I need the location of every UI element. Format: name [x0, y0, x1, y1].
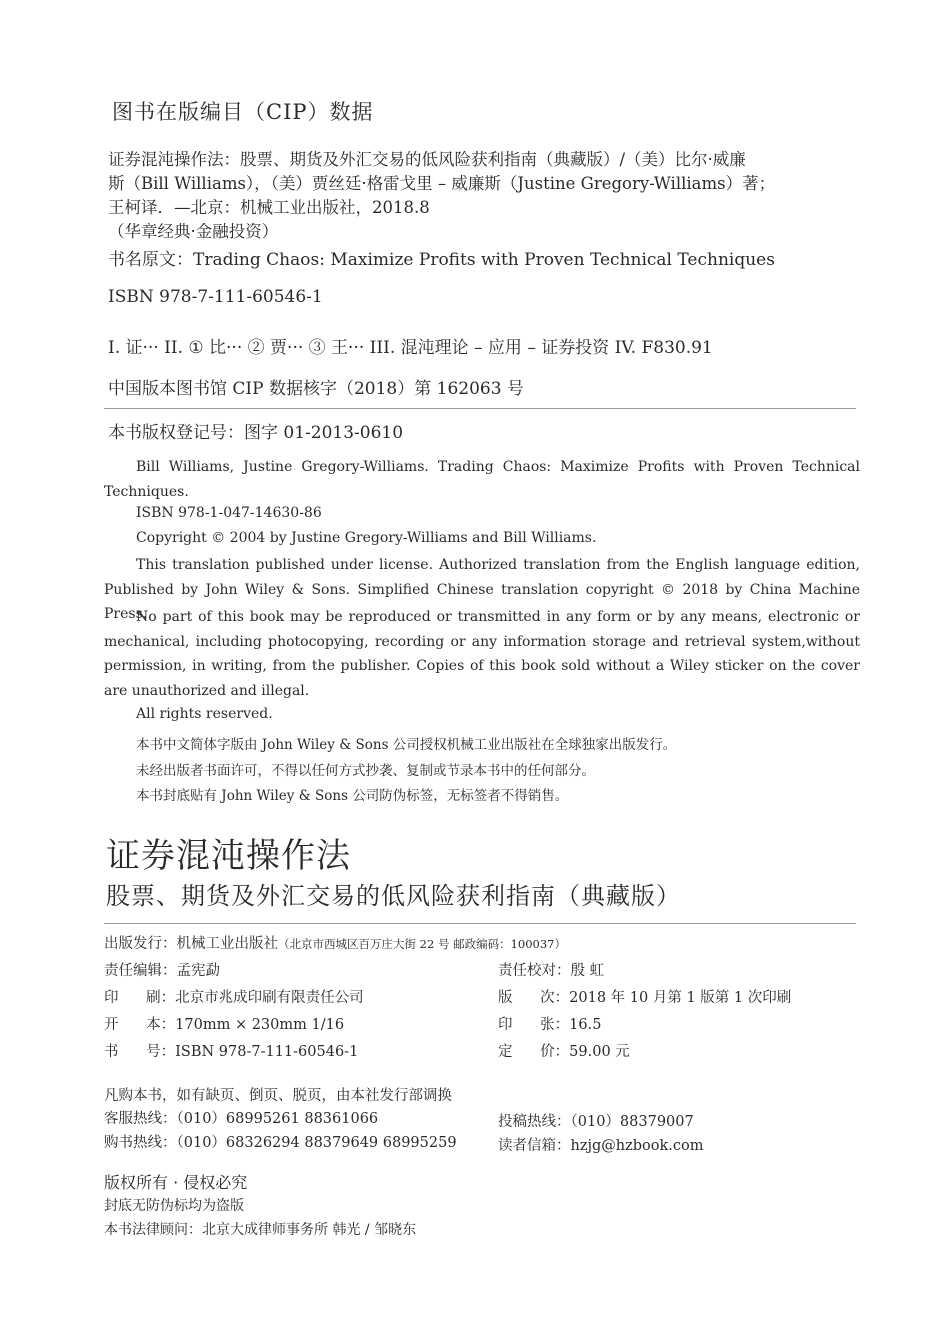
license-note-2: 未经出版者书面许可，不得以任何方式抄袭、复制或节录本书中的任何部分。: [136, 763, 595, 779]
license-note-1: 本书中文简体字版由 John Wiley & Sons 公司授权机械工业出版社在全球独家出版发行。: [136, 737, 677, 753]
responsible-editor: 责任编辑：孟宪勐: [104, 963, 220, 979]
edition-value: 2018 年 10 月第 1 版第 1 次印刷: [569, 990, 792, 1006]
proofreader: 责任校对：殷 虹: [498, 963, 605, 979]
printer-line: [104, 986, 364, 1007]
cip-isbn: ISBN 978-7-111-60546-1: [108, 287, 323, 307]
divider-2: [104, 923, 856, 924]
divider-1: [104, 408, 856, 409]
cip-original-title: 书名原文：Trading Chaos: Maximize Profits with Proven Technical Techniques: [108, 250, 775, 270]
rights-notice: 版权所有 · 侵权必究: [104, 1173, 248, 1192]
price-label: 定 价：: [498, 1044, 570, 1060]
edition-line: [498, 986, 791, 1007]
sheets-line: [498, 1013, 601, 1034]
printer-value: 北京市兆成印刷有限责任公司: [175, 990, 364, 1006]
book-number-value: ISBN 978-7-111-60546-1: [175, 1044, 359, 1060]
format-value: 170mm × 230mm 1/16: [175, 1017, 345, 1033]
sheets-value: 16.5: [569, 1017, 602, 1033]
english-para-2: This translation published under license. Authorized translation from the English language edition, Published by John Wiley & Sons. Simplified Chinese translation copyright © 2018 by China Machine Press.: [104, 557, 860, 622]
book-number-line: [104, 1040, 358, 1061]
cip-heading: 图书在版编目（CIP）数据: [112, 100, 374, 124]
cip-line-1: 证券混沌操作法：股票、期货及外汇交易的低风险获利指南（典藏版）/（美）比尔·威廉: [108, 150, 746, 169]
book-number-label: 书 号：: [104, 1044, 176, 1060]
price-line: [498, 1040, 630, 1061]
cip-line-4: （华章经典·金融投资）: [108, 222, 279, 241]
publisher-label: 出版发行：机械工业出版社: [104, 936, 278, 952]
reader-email: 读者信箱：hzjg@hzbook.com: [498, 1138, 704, 1154]
cip-line-3: 王柯译．—北京：机械工业出版社，2018.8: [108, 198, 430, 217]
edition-label: 版 次：: [498, 990, 570, 1006]
price-value: 59.00 元: [569, 1044, 630, 1060]
all-rights-reserved: All rights reserved.: [136, 706, 273, 722]
book-title: 证券混沌操作法: [106, 836, 351, 876]
cip-data-number: 中国版本图书馆 CIP 数据核字（2018）第 162063 号: [108, 379, 524, 399]
english-para-3: No part of this book may be reproduced or transmitted in any form or by any means, electronic or mechanical, including photocopying, recording or any information storage and retrieval system,without permission, in writing, from the publisher. Copies of this book sold without a Wiley sticker on the cover are unauthorized and illegal.: [104, 609, 860, 699]
customer-service-hotline: 客服热线：（010）68995261 88361066: [104, 1111, 379, 1127]
english-isbn: ISBN 978-1-047-14630-86: [136, 505, 322, 521]
anti-counterfeit-note: 封底无防伪标均为盗版: [104, 1198, 244, 1214]
submission-hotline: 投稿热线：（010）88379007: [498, 1114, 694, 1130]
format-label: 开 本：: [104, 1017, 176, 1033]
printer-label: 印 刷：: [104, 990, 176, 1006]
format-line: [104, 1013, 344, 1034]
book-subtitle: 股票、期货及外汇交易的低风险获利指南（典藏版）: [106, 882, 681, 910]
english-copyright: Copyright © 2004 by Justine Gregory-Williams and Bill Williams.: [136, 530, 597, 546]
defect-exchange-note: 凡购本书，如有缺页、倒页、脱页，由本社发行部调换: [104, 1088, 452, 1104]
publisher-address: （北京市西城区百万庄大街 22 号 邮政编码：100037）: [278, 937, 566, 951]
sheets-label: 印 张：: [498, 1017, 570, 1033]
cip-line-2: 斯（Bill Williams），（美）贾丝廷·格雷戈里 – 威廉斯（Justine Gregory-Williams）著；: [108, 174, 776, 193]
copyright-registration: 本书版权登记号：图字 01-2013-0610: [108, 423, 404, 443]
english-para-1: Bill Williams, Justine Gregory-Williams. Trading Chaos: Maximize Profits with Proven Technical Techniques.: [104, 459, 860, 500]
legal-counsel: 本书法律顾问：北京大成律师事务所 韩光 / 邹晓东: [104, 1222, 417, 1238]
license-note-3: 本书封底贴有 John Wiley & Sons 公司防伪标签，无标签者不得销售。: [136, 788, 569, 804]
cip-classification: I. 证··· II. ① 比··· ② 贾··· ③ 王··· III. 混沌理论 – 应用 – 证券投资 IV. F830.91: [108, 338, 713, 358]
publisher-line: [104, 932, 566, 953]
purchase-hotline: 购书热线：（010）68326294 88379649 68995259: [104, 1135, 457, 1151]
